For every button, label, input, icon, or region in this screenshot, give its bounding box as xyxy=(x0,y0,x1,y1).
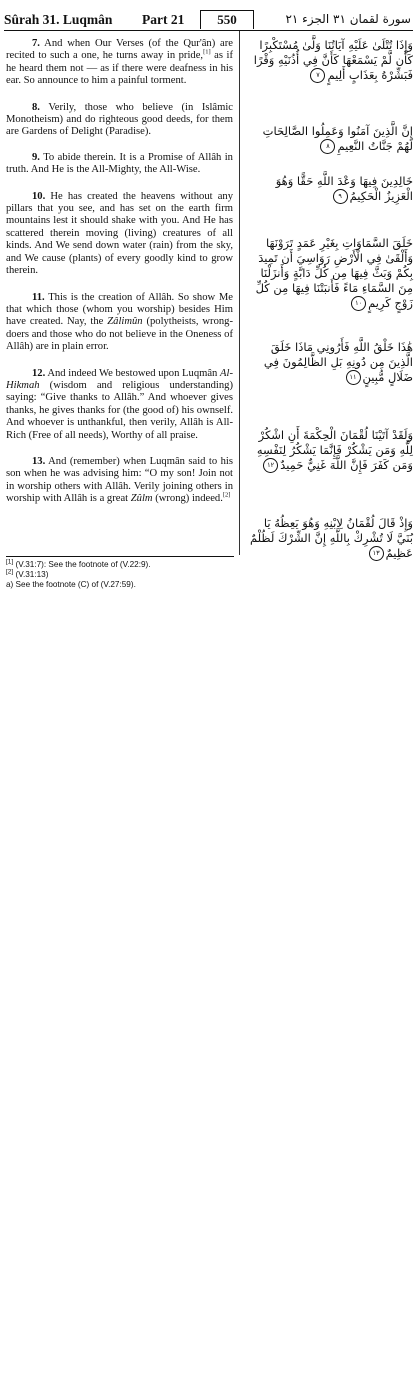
verse-text: And when Our Verses (of the Qur'ân) are recited to such a one, he turns away in pride, xyxy=(6,38,233,62)
arabic-text: خَالِدِينَ فِيهَا وَعْدَ اللَّهِ حَقًّا وَهُوَ الْعَزِيزُ الْحَكِيمُ xyxy=(275,174,413,203)
arabic-verse-12 xyxy=(245,428,413,473)
footnote-2 xyxy=(6,570,234,580)
arabic-verse-10 xyxy=(245,236,413,311)
verse-number: 11. xyxy=(32,291,45,303)
verse-text: (polytheists, wrong-doers and those who do not believe in the Oneness of Allâh) are in plain error. xyxy=(6,316,233,353)
arabic-verse-13 xyxy=(245,516,413,561)
verse-text-italic: Zâlimûn xyxy=(107,316,143,328)
verse-number: 13. xyxy=(32,455,46,467)
footnote-ref: [1] xyxy=(203,48,211,56)
ayah-number-mark: ٩ xyxy=(333,189,348,204)
verse-text: He has created the heavens without any pillars that you see, and has set on the earth firm mountains lest it should shake with you. And He has scattered therein moving (living) creatures of all kinds. And We send down water (rain) from the sky, and We cause (plants) of every goodly kind to grow therein. xyxy=(6,190,233,277)
verse-text: (wrong) indeed. xyxy=(152,493,223,505)
footnote-text: a) See the footnote (C) of (V.27:59). xyxy=(6,580,136,589)
ayah-number-mark: ١٢ xyxy=(263,458,278,473)
verse-text: And indeed We bestowed upon Luqmân xyxy=(47,367,221,379)
ayah-number-mark: ٧ xyxy=(310,68,325,83)
verse-text: Verily, those who believe (in Islâmic Monotheism) and do righteous good deeds, for them are Gardens of Delight (Paradise). xyxy=(6,101,233,138)
verse-number: 12. xyxy=(32,367,46,379)
surah-title: Sûrah 31. Luqmân xyxy=(4,12,113,27)
arabic-text: إِنَّ الَّذِينَ آمَنُوا وَعَمِلُوا الصَّالِحَاتِ لَهُمْ جَنَّاتُ النَّعِيمِ xyxy=(262,124,413,153)
page-number: 550 xyxy=(200,10,254,29)
footnote-1 xyxy=(6,560,234,570)
verse-text: as if he heard them not — as if there were deafness in his ear. So announce to him a painful torment. xyxy=(6,50,234,87)
arabic-text: هَٰذَا خَلْقُ اللَّهِ فَأَرُونِي مَاذَا خَلَقَ الَّذِينَ مِن دُونِهِ بَلِ الظَّالِمُونَ فِي ضَلَالٍ مُّبِينٍ xyxy=(263,340,413,384)
footnote-rule xyxy=(6,556,234,557)
arabic-text: وَلَقَدْ آتَيْنَا لُقْمَانَ الْحِكْمَةَ أَنِ اشْكُرْ لِلَّهِ وَمَن يَشْكُرْ فَإِنَّمَا يَشْكُرُ لِنَفْسِهِ وَمَن كَفَرَ فَإِنَّ اللَّهَ غَنِيٌّ حَمِيدٌ xyxy=(256,428,413,472)
verse-9 xyxy=(6,152,233,177)
ayah-number-mark: ١٠ xyxy=(351,296,366,311)
footnotes xyxy=(6,560,234,590)
arabic-verse-11 xyxy=(245,340,413,385)
arabic-verse-7 xyxy=(245,38,413,83)
arabic-text: وَإِذَا تُتْلَىٰ عَلَيْهِ آيَاتُنَا وَلَّىٰ مُسْتَكْبِرًا كَأَن لَّمْ يَسْمَعْهَا كَأَنَّ فِي أُذُنَيْهِ وَقْرًا فَبَشِّرْهُ بِعَذَابٍ أَلِيمٍ xyxy=(253,38,413,82)
column-divider xyxy=(239,31,240,555)
arabic-text: خَلَقَ السَّمَاوَاتِ بِغَيْرِ عَمَدٍ تَرَوْنَهَا وَأَلْقَىٰ فِي الْأَرْضِ رَوَاسِيَ أَن تَمِيدَ بِكُمْ وَبَثَّ فِيهَا مِن كُلِّ دَابَّةٍ وَأَنزَلْنَا مِنَ السَّمَاءِ مَاءً فَأَنبَتْنَا فِيهَا مِن كُلِّ زَوْجٍ كَرِيمٍ xyxy=(255,236,413,310)
verse-number: 9. xyxy=(32,151,40,163)
arabic-text: وَإِذْ قَالَ لُقْمَانُ لِابْنِهِ وَهُوَ يَعِظُهُ يَا بُنَيَّ لَا تُشْرِكْ بِاللَّهِ إِنَّ الشِّرْكَ لَظُلْمٌ عَظِيمٌ xyxy=(249,516,413,560)
header-rule xyxy=(4,30,413,31)
ayah-number-mark: ١١ xyxy=(346,370,361,385)
verse-text: And (remember) when Luqmân said to his son when he was advising him: “O my son! Join not in worship others with Allâh. Verily joining others in worship with Allâh is a great xyxy=(6,455,233,505)
verse-11 xyxy=(6,292,233,354)
verse-10 xyxy=(6,191,233,278)
verse-12 xyxy=(6,368,233,442)
footnote-3 xyxy=(6,580,234,590)
verse-text: To abide therein. It is a Promise of Allâh in truth. And He is the All-Mighty, the All-Wise. xyxy=(6,151,233,176)
verse-text: (wisdom and religious understanding) saying: “Give thanks to Allâh.” And whoever gives thanks, he gives thanks for (the good of) his ownself. And whoever is unthankful, then verily, Allâh is All-Rich (Free of all needs), Worthy of all praise. xyxy=(6,379,233,441)
ayah-number-mark: ١٣ xyxy=(369,546,384,561)
verse-7 xyxy=(6,38,233,88)
verse-number: 8. xyxy=(32,101,40,113)
footnote-text: (V.31:13) xyxy=(13,570,49,579)
english-column xyxy=(6,38,233,506)
verse-text-italic: Al-Hikmah xyxy=(6,367,233,391)
footnote-mark: [2] xyxy=(6,568,14,576)
verse-number: 7. xyxy=(32,38,40,49)
footnote-ref: [2] xyxy=(222,491,231,499)
verse-text: This is the creation of Allâh. So show Me that which those (whom you worship) besides Him have created. Nay, the xyxy=(6,291,233,328)
verse-text-italic: Zûlm xyxy=(130,493,153,505)
ayah-number-mark: ٨ xyxy=(320,139,335,154)
arabic-verse-9 xyxy=(245,174,413,204)
verse-8 xyxy=(6,102,233,139)
arabic-header: سورة لقمان ٣١ الجزء ٢١ xyxy=(285,12,411,26)
page-header xyxy=(4,10,413,30)
footnote-mark: [1] xyxy=(6,558,14,566)
arabic-verse-8 xyxy=(245,124,413,154)
verse-13 xyxy=(6,456,233,506)
footnote-text: (V.31:7): See the footnote of (V.22:9). xyxy=(13,560,151,569)
verse-number: 10. xyxy=(32,190,46,202)
part-label: Part 21 xyxy=(142,12,185,27)
